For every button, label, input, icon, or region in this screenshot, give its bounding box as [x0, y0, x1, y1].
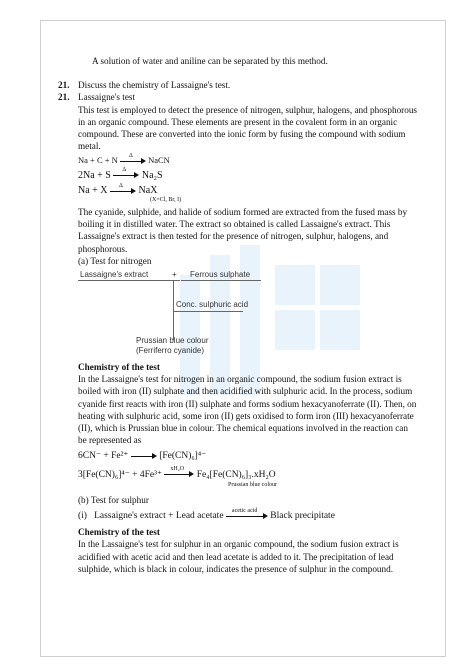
eq6-right: Black precipitate	[270, 511, 335, 522]
flow-result-1: Prussian blue colour	[136, 336, 209, 346]
paragraph-nitrogen-chemistry: In the Lassaigne's test for nitrogen in an organic compound, the sodium fusion extract is boiled with iron (II) sulphate and then acidified with sulphuric acid. In the process, sodium cyanide first reacts with iron (II) sulphate and forms sodium hexacyanoferrate (II). Then, on heating with sulphuric acid, some iron (II) gets oxidised to form iron (III) hexacyanoferrate (II), which is Prussian blue in colour. The chemical equations involved in the reaction can be represented as	[78, 374, 417, 446]
reaction-arrow	[164, 466, 194, 478]
chemistry-heading-2: Chemistry of the test	[78, 527, 160, 538]
eq1-left: Na + C + N	[78, 155, 118, 166]
answer-21	[58, 91, 418, 103]
equation-1	[78, 154, 418, 166]
answer-title: Lassaigne's test	[78, 92, 136, 103]
eq3-condition: Δ	[119, 182, 123, 189]
flow-extract: Lassaigne's extract	[80, 270, 149, 280]
eq6-left: Lassaigne's extract + Lead acetate	[94, 511, 224, 522]
eq2-left: 2Na + S	[78, 169, 111, 181]
eq5-left: 3[Fe(CN)₆]⁴⁻ + 4Fe³⁺	[78, 469, 162, 480]
flow-acid: Conc. sulphuric acid	[176, 300, 249, 310]
nitrogen-heading: (a) Test for nitrogen	[78, 255, 152, 266]
question-21	[58, 79, 418, 91]
eq2-condition: Δ	[122, 167, 127, 174]
question-number: 21.	[58, 80, 70, 91]
eq5-condition: xH₂O	[170, 466, 185, 473]
document-body	[58, 55, 418, 575]
flow-plus: +	[172, 270, 177, 280]
flow-result-2: (Ferriferro cyanide)	[136, 346, 205, 356]
intro-text: A solution of water and aniline can be separated by this method.	[92, 56, 328, 66]
reaction-arrow	[113, 167, 139, 179]
reaction-arrow	[120, 153, 146, 165]
eq4-right: [Fe(CN)₆]⁴⁻	[159, 451, 207, 462]
equation-4	[78, 450, 418, 462]
answer-number: 21.	[58, 92, 70, 103]
reaction-arrow	[131, 452, 157, 460]
nitrogen-flowchart	[78, 267, 418, 355]
eq3-right: NaX	[138, 184, 158, 196]
reaction-arrow	[226, 507, 268, 520]
eq5-note: Prussian blue colour	[228, 481, 277, 488]
flow-ferrous: Ferrous sulphate	[190, 270, 251, 280]
eq6-label: (i)	[78, 511, 87, 522]
eq4-left: 6CN⁻ + Fe²⁺	[78, 451, 129, 462]
equation-6	[78, 507, 418, 522]
paragraph-extract: The cyanide, sulphide, and halide of sodium formed are extracted from the fused mass by boiling it in distilled water. The extract so obtained is called Lassaigne's extract. This Lassaigne's extract is then tested for the presence of nitrogen, sulphur, halogens, and phosphorous.	[78, 207, 408, 254]
eq3-left: Na + X	[78, 184, 108, 196]
eq6-condition: acetic acid	[231, 507, 258, 514]
eq1-right: NaCN	[148, 155, 170, 166]
paragraph-sulphur-chemistry: In the Lassaigne's test for sulphur in an organic compound, the sodium fusion extract is acidified with acetic acid and then lead acetate is added to it. The precipitation of lead sulphide, which is black in colour, indicates the presence of sulphur in the compound.	[78, 539, 399, 574]
eq3-note: (X=Cl, Br, I)	[150, 197, 182, 204]
paragraph-intro: This test is employed to detect the presence of nitrogen, sulphur, halogens, and phosphorous in an organic compound. These elements are present in the covalent form in an organic compound. These are converted into the ionic form by fusing the compound with sodium metal.	[78, 104, 417, 152]
eq2-right: Na₂S	[141, 169, 163, 181]
equation-2	[78, 167, 418, 182]
eq5-right: Fe₄[Fe(CN)₆]₃.xH₂O	[196, 469, 276, 480]
reaction-arrow	[110, 182, 136, 195]
chemistry-heading-1: Chemistry of the test	[78, 362, 160, 373]
equation-5	[78, 466, 418, 488]
equation-3	[78, 182, 418, 204]
sulphur-heading: (b) Test for sulphur	[78, 494, 149, 505]
eq1-condition: Δ	[128, 153, 133, 160]
question-text: Discuss the chemistry of Lassaigne's test.	[78, 80, 231, 91]
